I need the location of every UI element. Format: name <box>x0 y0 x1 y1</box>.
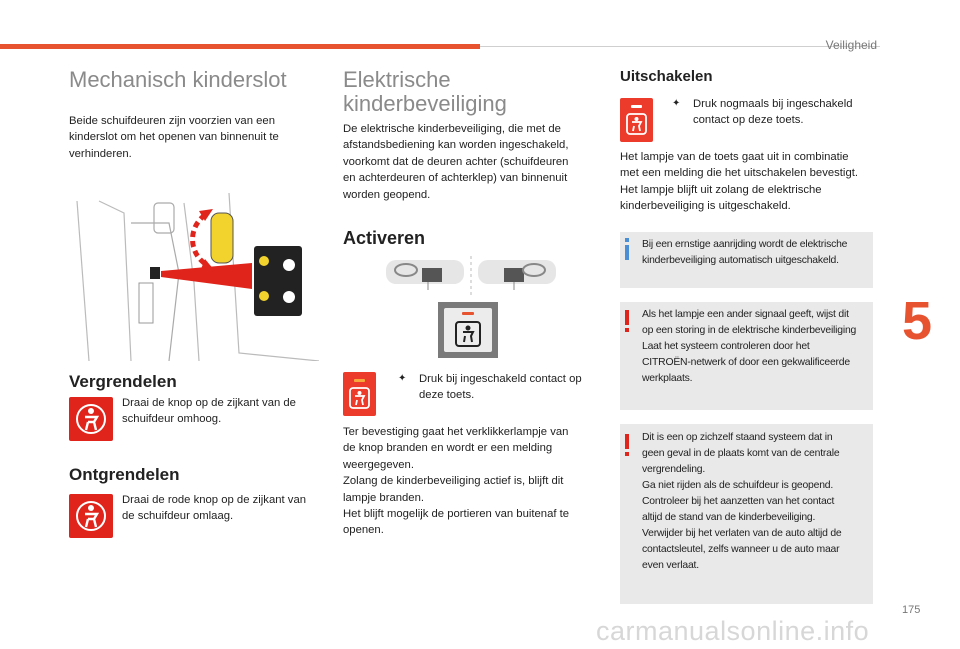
dashboard-icon <box>386 256 556 296</box>
info-icon <box>624 238 630 260</box>
header-rule <box>480 46 880 47</box>
col1-intro: Beide schuifdeuren zijn voorzien van een kinderslot om het openen van binnenuit te verhinderen. <box>69 115 279 160</box>
deactivate-step: ✦ Druk nogmaals bij ingeschakeld contact op deze toets. <box>672 98 853 127</box>
page-number: 175 <box>902 604 921 616</box>
col2-intro: De elektrische kinderbeveiliging, die met de afstandsbediening kan worden ingeschakeld, voorkomt dat de deuren achter (schuifdeuren en achterdeuren of achterklep) van binnenuit worden geopend. <box>343 123 569 201</box>
bullet-icon: ✦ <box>398 373 407 384</box>
lock-text: Draai de knop op de zijkant van de schuifdeur omhoog. <box>122 397 296 426</box>
warning-box: Dit is een op zichzelf staand systeem dat in geen geval in de plaats komt van de centrale vergrendeling. Ga niet rijden als de schuifdeur is geopend. Controleer bij het aanzetten van het contact altijd de stand van de kinderbeveiliging. Verwijder bij het verlaten van de auto altijd de contactsleutel, zelfs wanneer u de auto maar even verlaat. <box>620 424 873 604</box>
info-box: Bij een ernstige aanrijding wordt de elektrische kinderbeveiliging automatisch uitgeschakeld. <box>620 232 873 288</box>
watermark: carmanualsonline.info <box>596 616 870 646</box>
section-title: Veiligheid <box>825 38 877 52</box>
child-lock-button-icon <box>438 302 498 358</box>
activate-explanation: Ter bevestiging gaat het verklikkerlampje van de knop branden en wordt er een melding weergegeven. Zolang de kinderbeveiliging actief is, blijft dit lampje branden. Het blijft mogelijk de portieren van buitenaf te openen. <box>343 426 570 537</box>
activate-heading: Activeren <box>343 228 426 248</box>
header-accent-bar <box>0 44 480 49</box>
unlock-text: Draai de rode knop op de zijkant van de schuifdeur omlaag. <box>122 494 307 523</box>
chapter-number: 5 <box>902 291 933 351</box>
deactivate-heading: Uitschakelen <box>620 68 713 85</box>
page-title: Mechanisch kinderslot <box>69 67 287 92</box>
warning-box: Als het lampje een ander signaal geeft, wijst dit op een storing in de elektrische kinderbeveiliging Laat het systeem controleren door het CITROËN-netwerk of door een gekwalificeerde werkplaats. <box>620 302 873 410</box>
child-lock-icon <box>69 397 113 441</box>
child-lock-button-icon <box>343 372 376 416</box>
deactivate-explanation: Het lampje van de toets gaat uit in combinatie met een melding die het uitschakelen bevestigt. Het lampje blijft uit zolang de elektrische kinderbeveiliging is uitgeschakeld. <box>620 151 859 213</box>
child-lock-icon <box>69 494 113 538</box>
section-title-electric: Elektrische kinderbeveiliging <box>343 67 507 116</box>
bullet-icon: ✦ <box>672 98 681 109</box>
lock-heading: Vergrendelen <box>69 372 177 391</box>
warning-icon <box>624 434 630 456</box>
activate-step: ✦ Druk bij ingeschakeld contact op deze toets. <box>398 373 582 402</box>
child-lock-button-icon <box>620 98 653 142</box>
unlock-heading: Ontgrendelen <box>69 465 180 484</box>
door-illustration <box>69 193 319 361</box>
warning-icon <box>624 310 630 332</box>
